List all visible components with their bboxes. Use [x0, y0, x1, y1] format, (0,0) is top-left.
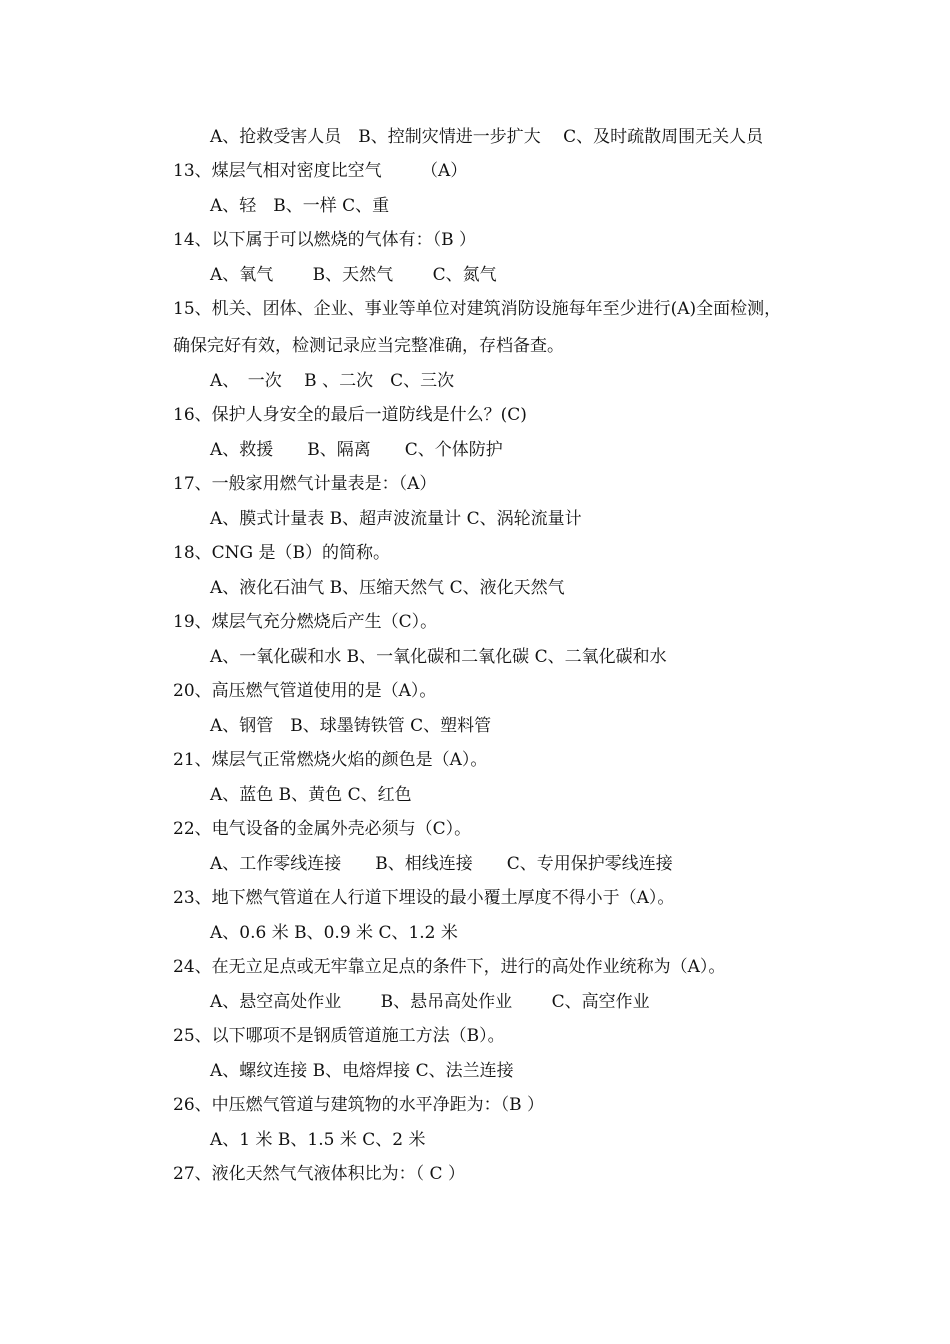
question-line: 27、液化天然气气液体积比为：（ C ）: [173, 1164, 465, 1184]
option-line: A、一氧化碳和水 B、一氧化碳和二氧化碳 C、二氧化碳和水: [210, 647, 667, 667]
question-line: 26、中压燃气管道与建筑物的水平净距为：（B ）: [173, 1095, 545, 1115]
option-line: A、抢救受害人员 B、控制灾情进一步扩大 C、及时疏散周围无关人员: [210, 127, 764, 147]
question-line: 22、电气设备的金属外壳必须与（C）。: [173, 819, 472, 839]
option-line: A、钢管 B、球墨铸铁管 C、塑料管: [210, 716, 492, 736]
question-line: 21、煤层气正常燃烧火焰的颜色是（A）。: [173, 750, 488, 770]
question-line: 13、煤层气相对密度比空气 （A）: [173, 161, 468, 181]
option-line: A、膜式计量表 B、超声波流量计 C、涡轮流量计: [210, 509, 582, 529]
question-line: 25、以下哪项不是钢质管道施工方法（B）。: [173, 1026, 505, 1046]
question-line: 14、以下属于可以燃烧的气体有：（B ）: [173, 230, 477, 250]
option-line: A、 一次 B 、二次 C、三次: [210, 371, 455, 391]
question-line: 18、CNG 是（B）的简称。: [173, 543, 390, 563]
option-line: A、工作零线连接 B、相线连接 C、专用保护零线连接: [210, 854, 673, 874]
question-line: 24、在无立足点或无牢靠立足点的条件下，进行的高处作业统称为（A）。: [173, 957, 726, 977]
option-line: A、悬空高处作业 B、悬吊高处作业 C、高空作业: [210, 992, 650, 1012]
question-continuation: 确保完好有效，检测记录应当完整准确，存档备查。: [173, 336, 564, 356]
option-line: A、轻 B、一样 C、重: [210, 196, 390, 216]
option-line: A、液化石油气 B、压缩天然气 C、液化天然气: [210, 578, 565, 598]
option-line: A、蓝色 B、黄色 C、红色: [210, 785, 412, 805]
option-line: A、螺纹连接 B、电熔焊接 C、法兰连接: [210, 1061, 514, 1081]
option-line: A、1 米 B、1.5 米 C、2 米: [210, 1130, 426, 1150]
option-line: A、0.6 米 B、0.9 米 C、1.2 米: [210, 923, 458, 943]
option-line: A、救援 B、隔离 C、个体防护: [210, 440, 503, 460]
option-line: A、氧气 B、天然气 C、氮气: [210, 265, 497, 285]
question-line: 19、煤层气充分燃烧后产生（C）。: [173, 612, 438, 632]
question-line: 15、机关、团体、企业、事业等单位对建筑消防设施每年至少进行(A)全面检测，: [173, 299, 782, 319]
question-line: 20、高压燃气管道使用的是（A）。: [173, 681, 437, 701]
question-line: 16、保护人身安全的最后一道防线是什么？(C): [173, 405, 527, 425]
question-line: 23、地下燃气管道在人行道下埋设的最小覆土厚度不得小于（A）。: [173, 888, 675, 908]
question-line: 17、一般家用燃气计量表是：（A）: [173, 474, 437, 494]
